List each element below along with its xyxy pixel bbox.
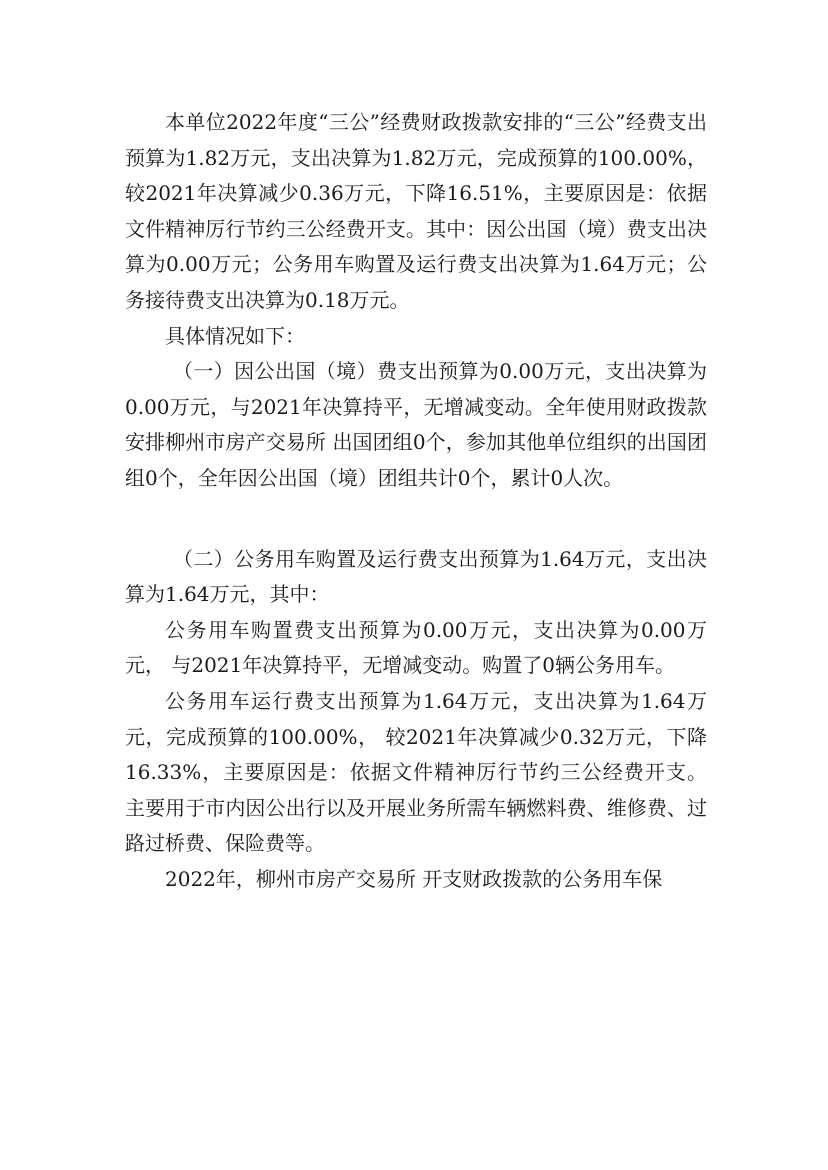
document-body xyxy=(125,105,707,897)
paragraph-overseas-travel: （一）因公出国（境）费支出预算为0.00万元，支出决算为0.00万元，与2021年决算持平，无增减变动。全年使用财政拨款安排柳州市房产交易所 出国团组0个，参加其他单位组织的出国团组0个，全年因公出国（境）团组共计0个，累计0人次。 xyxy=(125,359,707,490)
paragraph-vehicle-operation: 公务用车运行费支出预算为1.64万元，支出决算为1.64万元，完成预算的100.00%， 较2021年决算减少0.32万元，下降16.33%，主要原因是：依据文件精神厉行节约三公经费开支。 主要用于市内因公出行以及开展业务所需车辆燃料费、维修费、过路过桥费、保险费等。 xyxy=(125,688,707,856)
paragraph-details-intro: 具体情况如下： xyxy=(165,323,305,348)
paragraph-vehicle-purchase: 公务用车购置费支出预算为0.00万元，支出决算为0.00万元， 与2021年决算持平，无增减变动。购置了0辆公务用车。 xyxy=(125,617,707,678)
paragraph-summary: 本单位2022年度“三公”经费财政拨款安排的“三公”经费支出预算为1.82万元，支出决算为1.82万元，完成预算的100.00%， 较2021年决算减少0.36万元，下降16.51%，主要原因是：依据文件精神厉行节约三公经费开支。其中：因公出国（境）费支出决算为0.00万元；公务用车购置及运行费支出决算为1.64万元；公务接待费支出决算为0.18万元。 xyxy=(125,110,707,312)
paragraph-vehicle-fleet: 2022年，柳州市房产交易所 开支财政拨款的公务用车保 xyxy=(165,866,663,891)
paragraph-vehicle-expenses: （二）公务用车购置及运行费支出预算为1.64万元，支出决算为1.64万元，其中： xyxy=(125,546,707,607)
